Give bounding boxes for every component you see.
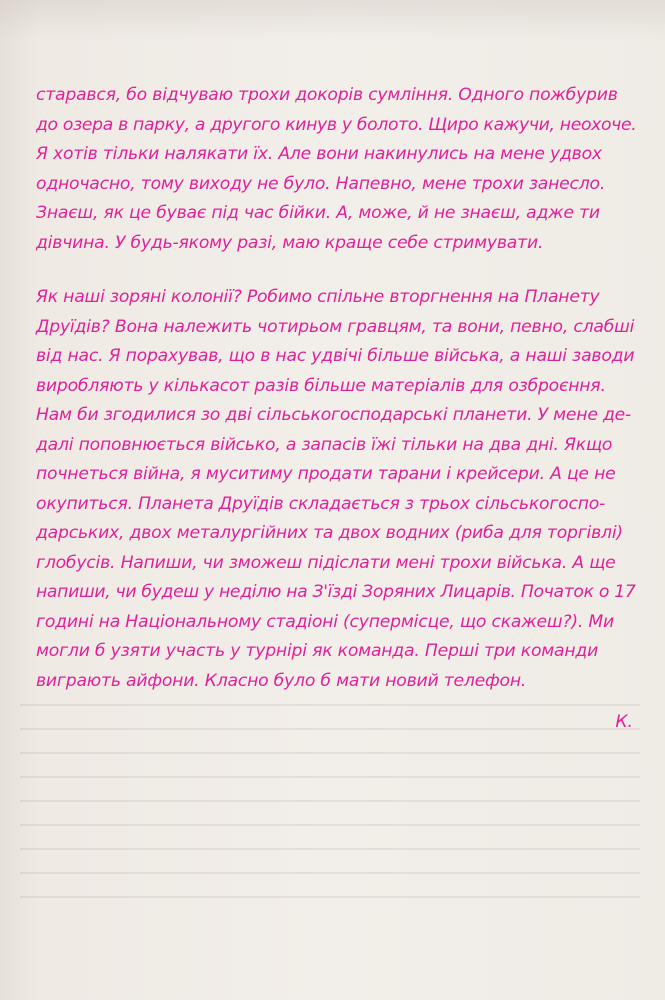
text-line: дарських, двох металургійних та двох водних (риба для торгівлі)	[36, 523, 623, 543]
text-line: Я хотів тільки налякати їх. Але вони накинулись на мене удвох	[36, 144, 602, 164]
letter-signature: К.	[615, 712, 633, 732]
text-line: окупиться. Планета Друїдів складається з трьох сільськогоспо-	[36, 493, 606, 514]
text-line: почнеться війна, я муситиму продати тарани і крейсери. А це не	[36, 464, 616, 484]
text-line: виграють айфони. Класно було б мати новий телефон.	[36, 670, 527, 691]
text-line: напиши, чи будеш у неділю на З'їзді Зоряних Лицарів. Початок о 17	[36, 582, 636, 602]
text-line: старався, бо відчуваю трохи докорів сумління. Одного пожбурив	[36, 85, 618, 105]
text-line: виробляють у кількасот разів більше матеріалів для озброєння.	[36, 375, 606, 396]
text-line: Як наші зоряні колонії? Робимо спільне вторгнення на Планету	[36, 287, 600, 307]
text-line: далі поповнюється військо, а запасів їжі тільки на два дні. Якщо	[36, 434, 613, 455]
text-line: одночасно, тому виходу не було. Напевно, мене трохи занесло.	[36, 173, 606, 194]
text-line: Нам би згодилися зо дві сільськогосподарські планети. У мене де-	[36, 405, 632, 425]
text-line: від нас. Я порахував, що в нас удвічі більше війська, а наші заводи	[36, 346, 635, 366]
text-line: дівчина. У будь-якому разі, маю краще себе стримувати.	[36, 232, 544, 253]
letter-paragraph-1	[36, 81, 636, 258]
page-top-shadow	[0, 0, 665, 40]
text-line: годині на Національному стадіоні (супермісце, що скажеш?). Ми	[36, 611, 614, 632]
letter-paragraph-2	[36, 283, 636, 696]
text-line: Знаєш, як це буває під час бійки. А, може, й не знаєш, адже ти	[36, 203, 600, 223]
text-line: Друїдів? Вона належить чотирьом гравцям, та вони, певно, слабші	[36, 316, 635, 337]
text-line: глобусів. Напиши, чи зможеш підіслати мені трохи війська. А ще	[36, 552, 616, 573]
text-line: до озера в парку, а другого кинув у болото. Щиро кажучи, неохоче.	[36, 114, 637, 135]
show-through-text	[20, 690, 640, 900]
text-line: могли б узяти участь у турнірі як команда. Перші три команди	[36, 641, 599, 661]
